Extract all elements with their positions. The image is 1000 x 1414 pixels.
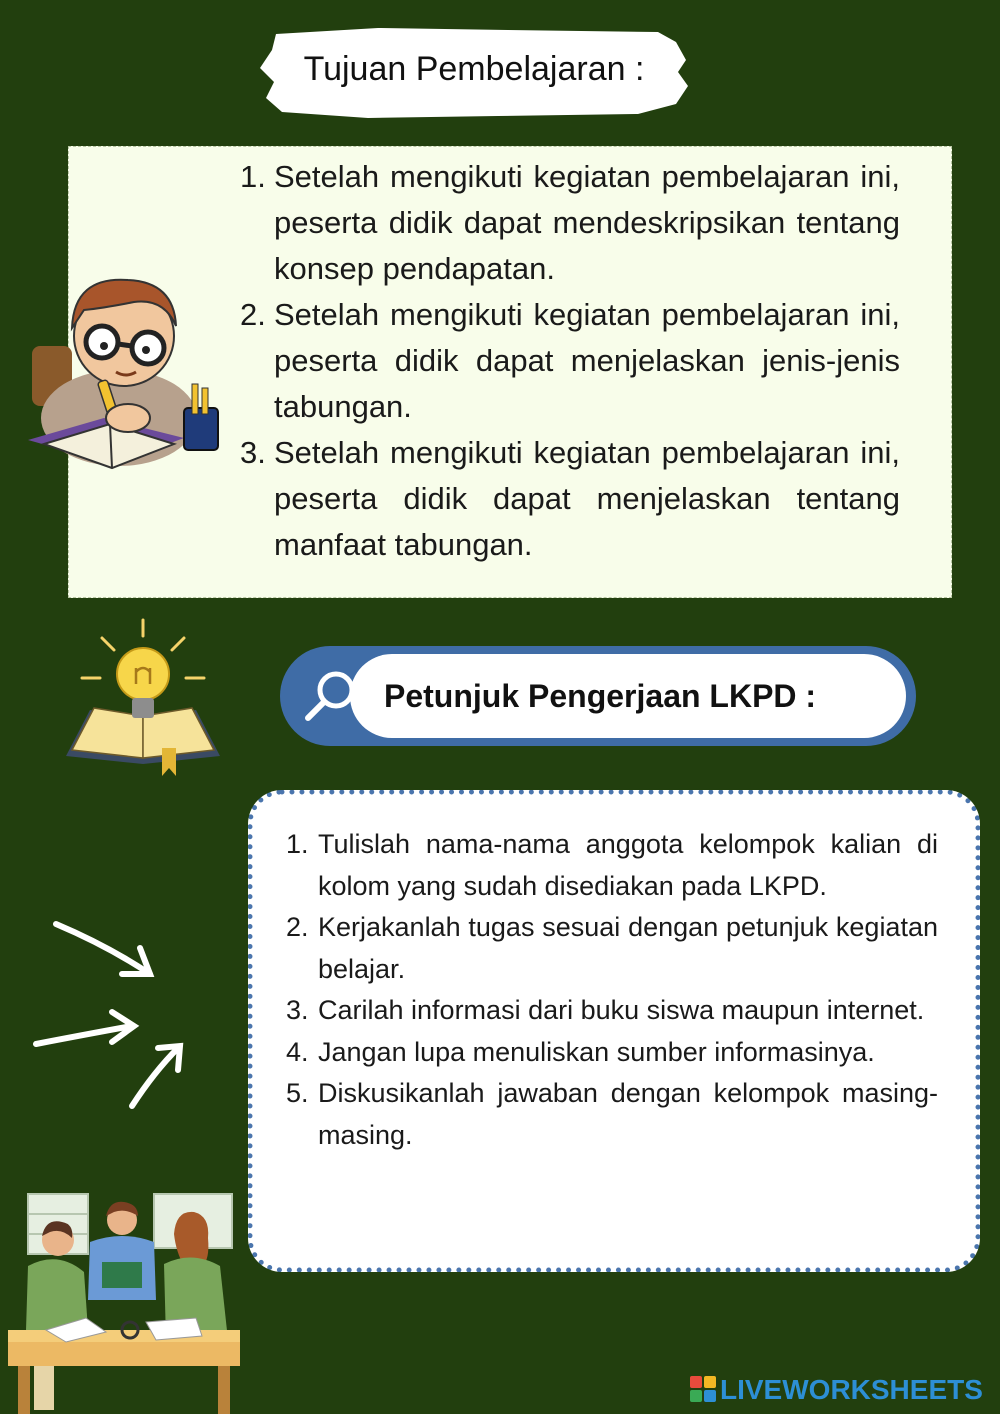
list-item bbox=[240, 154, 900, 292]
item-number: 3. bbox=[240, 435, 266, 470]
watermark-text: LIVEWORKSHEETS bbox=[720, 1374, 983, 1405]
item-number: 2. bbox=[240, 297, 266, 332]
item-number: 5. bbox=[286, 1078, 309, 1108]
item-text: Jangan lupa menuliskan sumber informasinya. bbox=[318, 1036, 875, 1067]
list-item bbox=[240, 292, 900, 430]
item-number: 1. bbox=[240, 159, 266, 194]
item-text: Setelah mengikuti kegiatan pembelajaran ini, peserta didik dapat mendeskripsikan tentang konsep pendapatan. bbox=[274, 159, 900, 286]
list-item bbox=[286, 1032, 938, 1074]
item-number: 1. bbox=[286, 829, 309, 859]
item-number: 2. bbox=[286, 912, 309, 942]
page-title: Tujuan Pembelajaran : bbox=[303, 50, 645, 88]
item-text: Setelah mengikuti kegiatan pembelajaran ini, peserta didik dapat menjelaskan tentang manfaat tabungan. bbox=[274, 435, 900, 562]
liveworksheets-logo-icon bbox=[690, 1376, 718, 1404]
item-number: 4. bbox=[286, 1036, 309, 1067]
item-text: Kerjakanlah tugas sesuai dengan petunjuk kegiatan belajar. bbox=[318, 912, 938, 984]
title-banner bbox=[258, 20, 690, 122]
item-number: 3. bbox=[286, 995, 309, 1025]
item-text: Tulislah nama-nama anggota kelompok kalian di kolom yang sudah disediakan pada LKPD. bbox=[318, 829, 938, 901]
liveworksheets-watermark bbox=[690, 1372, 990, 1408]
arrows-decoration bbox=[28, 910, 208, 1120]
list-item bbox=[286, 907, 938, 990]
petunjuk-banner bbox=[280, 646, 916, 746]
petunjuk-title: Petunjuk Pengerjaan LKPD : bbox=[384, 678, 817, 714]
item-text: Setelah mengikuti kegiatan pembelajaran ini, peserta didik dapat menjelaskan jenis-jenis tabungan. bbox=[274, 297, 900, 424]
list-item bbox=[286, 1073, 938, 1156]
lightbulb-book-illustration bbox=[62, 618, 224, 776]
item-text: Diskusikanlah jawaban dengan kelompok masing-masing. bbox=[318, 1078, 938, 1150]
instructions-list bbox=[286, 824, 938, 1156]
student-reading-illustration bbox=[24, 268, 224, 478]
item-text: Carilah informasi dari buku siswa maupun internet. bbox=[318, 995, 925, 1025]
list-item bbox=[286, 990, 938, 1032]
search-icon bbox=[302, 666, 362, 726]
objectives-list bbox=[240, 154, 900, 568]
students-group-illustration bbox=[6, 1190, 242, 1414]
list-item bbox=[286, 824, 938, 907]
list-item bbox=[240, 430, 900, 568]
